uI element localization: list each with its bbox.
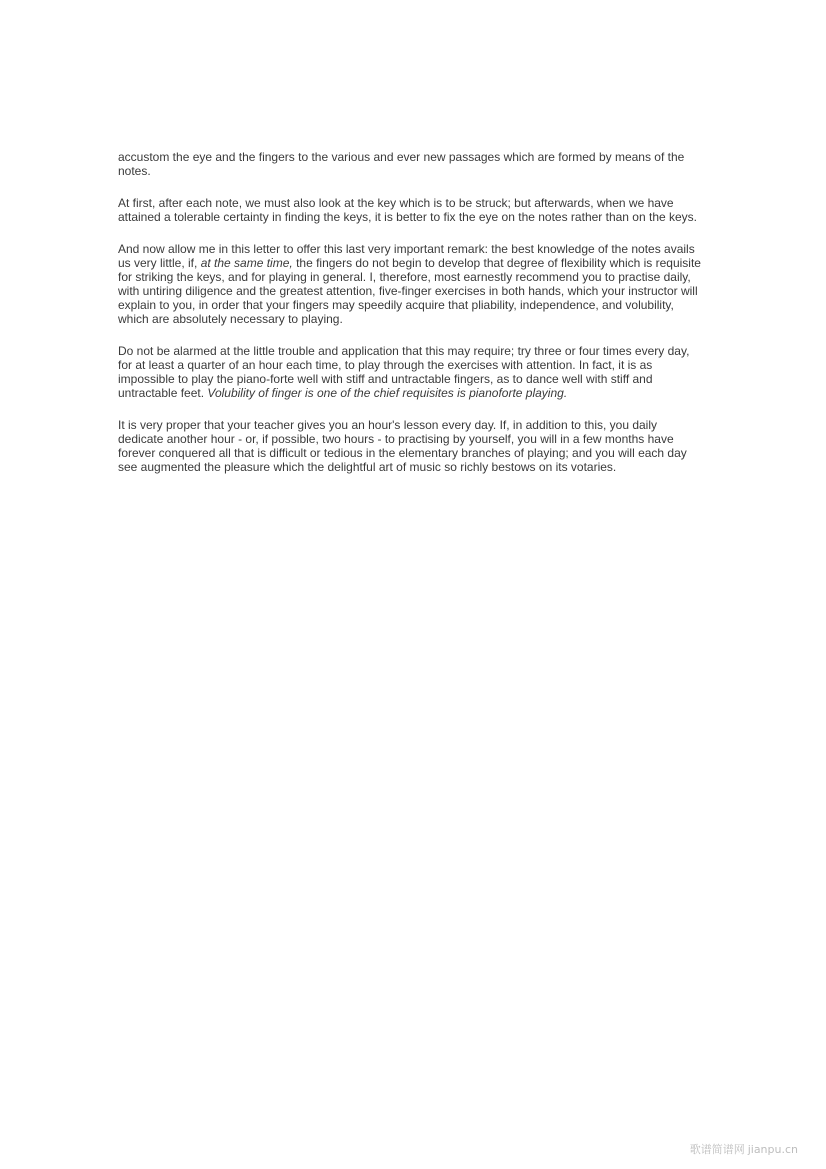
paragraph-text: the fingers do not begin to develop that degree of flexibility which is requisite for striking the keys, and for playing in general. I, therefore, most earnestly recommend you to practise daily, with untiring diligence and the greatest attention, five-finger exercises in both hands, which your instructor will explain to you, in order that your fingers may speedily acquire that pliability, independence, and volubility, which are absolutely necessary to playing. xyxy=(118,256,701,326)
emphasis-text: Volubility of finger is one of the chief requisites is pianoforte playing. xyxy=(207,386,568,400)
paragraph-4 xyxy=(118,344,703,400)
paragraph-text: And now allow me in this letter to offer this last very important remark: the best knowledge of the notes avails us very little, if, xyxy=(118,242,695,270)
paragraph-text: At first, after each note, we must also look at the key which is to be struck; but afterwards, when we have attained a tolerable certainty in finding the keys, it is better to fix the eye on the notes rather than on the keys. xyxy=(118,196,698,224)
watermark-domain: jianpu.cn xyxy=(747,1143,798,1156)
paragraph-text: accustom the eye and the fingers to the various and ever new passages which are formed by means of the notes. xyxy=(118,150,685,178)
paragraph-text: Do not be alarmed at the little trouble and application that this may require; try three or four times every day, for at least a quarter of an hour each time, to play through the exercises with attention. In fact, it is as impossible to play the piano-forte well with stiff and untractable fingers, as to dance well with stiff and untractable feet. xyxy=(118,344,690,400)
paragraph-3 xyxy=(118,242,703,326)
paragraph-2 xyxy=(118,196,703,224)
watermark-site-name: 歌谱简谱网 xyxy=(689,1143,745,1156)
document-body xyxy=(118,150,703,492)
paragraph-1 xyxy=(118,150,703,178)
emphasis-text: at the same time, xyxy=(200,256,293,270)
paragraph-text: It is very proper that your teacher gives you an hour's lesson every day. If, in addition to this, you daily dedicate another hour - or, if possible, two hours - to practising by yourself, you will in a few months have forever conquered all that is difficult or tedious in the elementary branches of playing; and you will each day see augmented the pleasure which the delightful art of music so richly bestows on its votaries. xyxy=(118,418,687,474)
site-watermark xyxy=(690,1141,798,1157)
paragraph-5 xyxy=(118,418,703,474)
